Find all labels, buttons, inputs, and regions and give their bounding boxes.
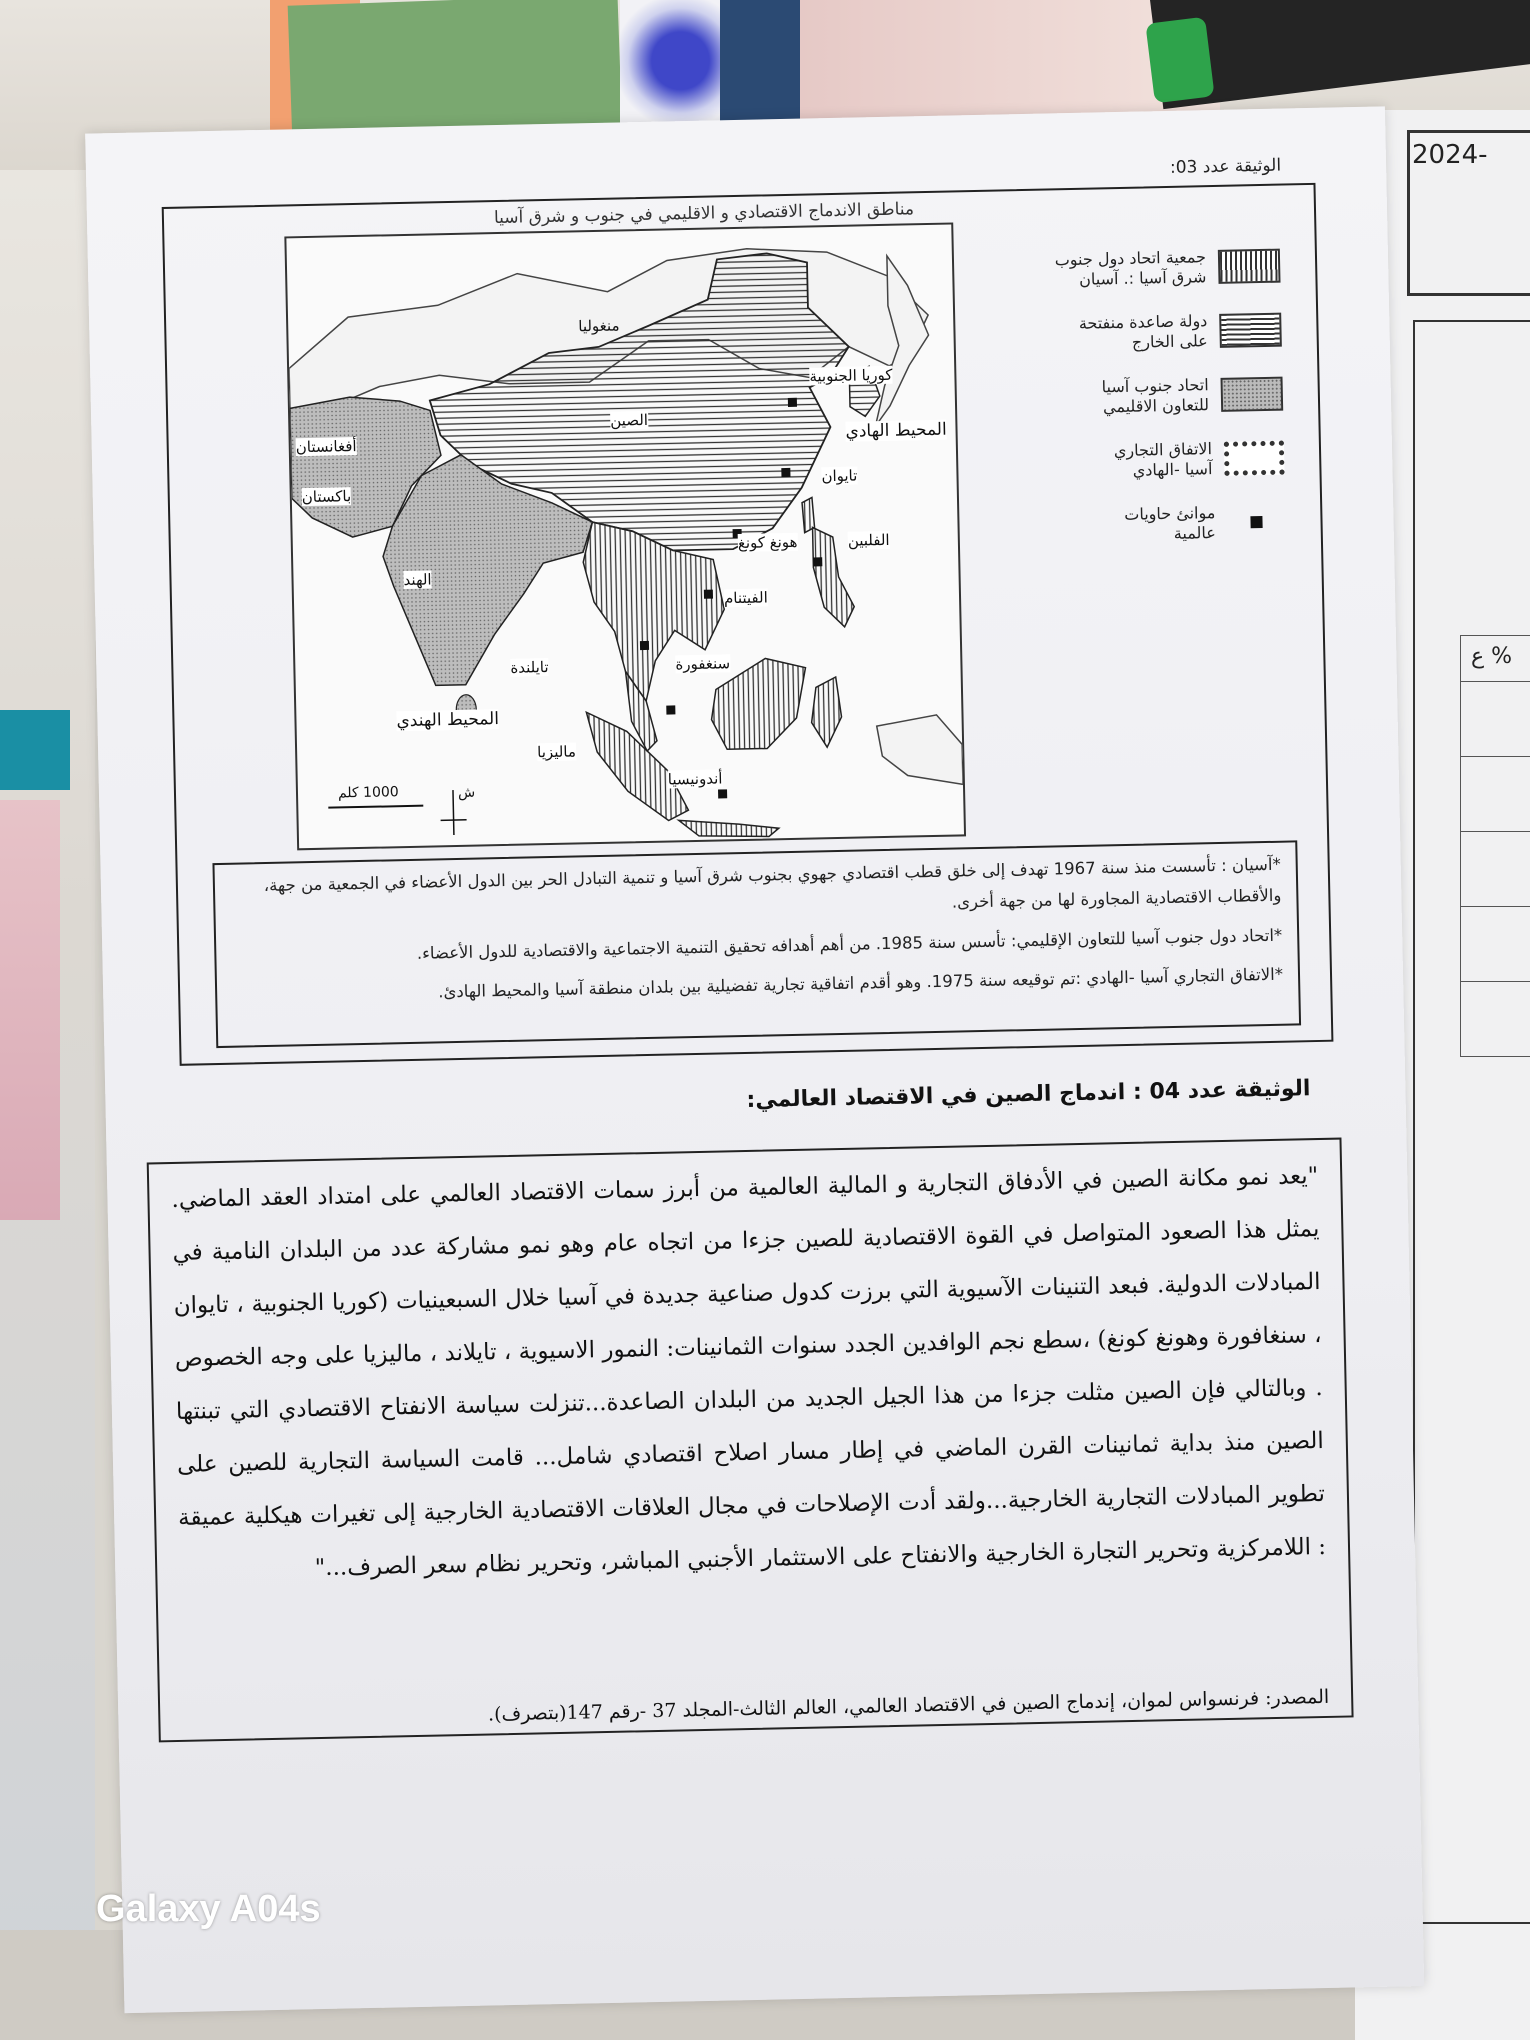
doc3-label: الوثيقة عدد 03: [1169, 155, 1282, 178]
port-marker [788, 398, 797, 407]
label-pakistan: باكستان [301, 487, 352, 507]
label-north: ش [457, 784, 476, 801]
note-apta: *الاتفاق التجاري آسيا -الهادي :تم توقيعه سنة 1975. وهو أقدم اتفاقية تجارية تفضيلية بين بلدان منطقة آسيا والمحيط الهادئ. [438, 964, 1284, 1002]
note-saarc: *اتحاد دول جنوب آسيا للتعاون الإقليمي: تأسس سنة 1985. من أهم أهدافه تحقيق التنمية الاجتماعية والاقتصادية للدول الأعضاء. [416, 925, 1283, 963]
port-marker [666, 705, 675, 714]
label-singapore: سنغفورة [675, 654, 731, 674]
label-taiwan: تايوان [821, 466, 858, 486]
label-hong-kong: هونغ كونغ [737, 532, 798, 553]
label-scale: 1000 كلم [337, 784, 399, 802]
legend-text-saarc: اتحاد جنوب آسيا للتعاون الاقليمي [1101, 375, 1210, 417]
north-arrow [453, 790, 454, 835]
legend-asean [980, 246, 1281, 292]
flower-print [620, 0, 730, 135]
marker-cap [1145, 17, 1214, 104]
doc3-frame [162, 183, 1334, 1066]
label-indian-ocean: المحيط الهندي [396, 709, 500, 732]
vertical-lines-swatch [1218, 249, 1281, 284]
camera-watermark: Galaxy A04s [96, 1888, 321, 1930]
asia-map [284, 222, 966, 850]
neighbour-percent-header: % ع [1471, 644, 1513, 669]
doc3-notes [212, 840, 1301, 1048]
java-shape [679, 818, 779, 838]
label-thailand: تايلندة [510, 658, 549, 677]
label-china: الصين [610, 410, 649, 430]
label-vietnam: الفيتنام [723, 588, 768, 608]
legend-text-apta: الاتفاق التجاري آسيا -الهادي [1113, 439, 1213, 480]
horizontal-lines-swatch [1219, 313, 1282, 348]
legend-emerging [981, 310, 1282, 356]
note-asean: *آسيان : تأسست منذ سنة 1967 تهدف إلى خلق قطب اقتصادي جهوي بجنوب شرق آسيا و تنمية التبادل الحر بين الدول الأعضاء في الجمعية من جهة، والأقطاب الاقتصادية المجاورة لها من جهة أخرى. [263, 854, 1282, 912]
neighbour-year: 2024- [1412, 140, 1488, 170]
label-malaysia: ماليزيا [537, 742, 577, 762]
new-guinea-shape [877, 714, 963, 786]
neighbour-content-box [1413, 320, 1530, 1924]
legend-ports [985, 502, 1286, 548]
sulawesi-shape [811, 677, 842, 748]
legend-text-emerging: دولة صاعدة منفتحة على الخارج [1078, 311, 1208, 352]
doc4-source: المصدر: فرنسواس لموان، إندماج الصين في الاقتصاد العالمي، العالم الثالث-المجلد 37 -رقم 147(بتصرف). [487, 1685, 1330, 1726]
exam-page [85, 106, 1424, 2013]
label-india: الهند [403, 570, 432, 590]
legend-saarc [982, 374, 1283, 420]
port-square-icon [1250, 516, 1262, 528]
doc4-title: الوثيقة عدد 04 : اندماج الصين في الاقتصاد العالمي: [746, 1076, 1311, 1113]
legend-text-asean: جمعية اتحاد دول جنوب شرق آسيا :. آسيان [1054, 247, 1207, 289]
port-marker [704, 590, 713, 599]
map-title: مناطق الاندماج الاقتصادي و الاقليمي في جنوب و شرق آسيا [493, 199, 915, 229]
label-afghanistan: أفغانستان [295, 436, 357, 457]
legend-apta [984, 438, 1285, 484]
port-marker [781, 468, 790, 477]
label-pacific: المحيط الهادي [845, 419, 947, 442]
teal-object [0, 710, 70, 790]
port-marker [813, 557, 822, 566]
doc4-box [147, 1138, 1354, 1743]
label-philippines: الفلبين [847, 530, 890, 550]
border-hatch-swatch [1224, 441, 1285, 476]
port-marker [640, 641, 649, 650]
pink-object [0, 800, 60, 1220]
dark-fabric [720, 0, 810, 130]
map-legend [980, 246, 1286, 548]
port-marker [718, 789, 727, 798]
label-mongolia: منغوليا [578, 316, 620, 336]
neighbour-table [1460, 635, 1530, 1057]
dotted-swatch [1221, 377, 1284, 412]
legend-text-ports: موانئ حاويات عالمية [1124, 503, 1216, 543]
label-indonesia: أندونيسيا [667, 769, 723, 789]
label-south-korea: كوريا الجنوبية [809, 365, 893, 386]
scale-bar [328, 806, 423, 808]
doc4-paragraph: "يعد نمو مكانة الصين في الأدفاق التجارية و المالية العالمية من أبرز سمات الاقتصاد العالمي على امتداد العقد الماضي. يمثل هذا الصعود المتواصل في القوة الاقتصادية للصين جزءا من اتجاه عام وهو نمو مشاركة عدد من البلدان النامية في المبادلات الدولية. فبعد التنينات الآسيوية التي برزت كدول صناعية جديدة في آسيا خلال السبعينيات (كوريا الجنوبية ، تايوان ، سنغافورة وهونغ كونغ) ،سطع نجم الوافدين الجدد سنوات الثمانينات: النمور الاسيوية ، تايلاند ، ماليزيا على وجه الخصوص . وبالتالي فإن الصين مثلت جزءا من هذا الجيل الجديد من البلدان الصاعدة...تنزلت سياسة الانفتاح الاقتصادي التي تبنتها الصين منذ بداية ثمانينات القرن الماضي في إطار مسار اصلاح اقتصادي شامل... قامت السياسة التجارية للصين على تطوير المبادلات التجارية الخارجية...ولقد أدت الإصلاحات في مجال العلاقات الاقتصادية الخارجية إلى تغيرات هيكلية عميقة : اللامركزية وتحرير التجارة الخارجية والانفتاح على الاستثمار الأجنبي المباشر، وتحرير نظام سعر الصرف..." [171, 1163, 1327, 1582]
